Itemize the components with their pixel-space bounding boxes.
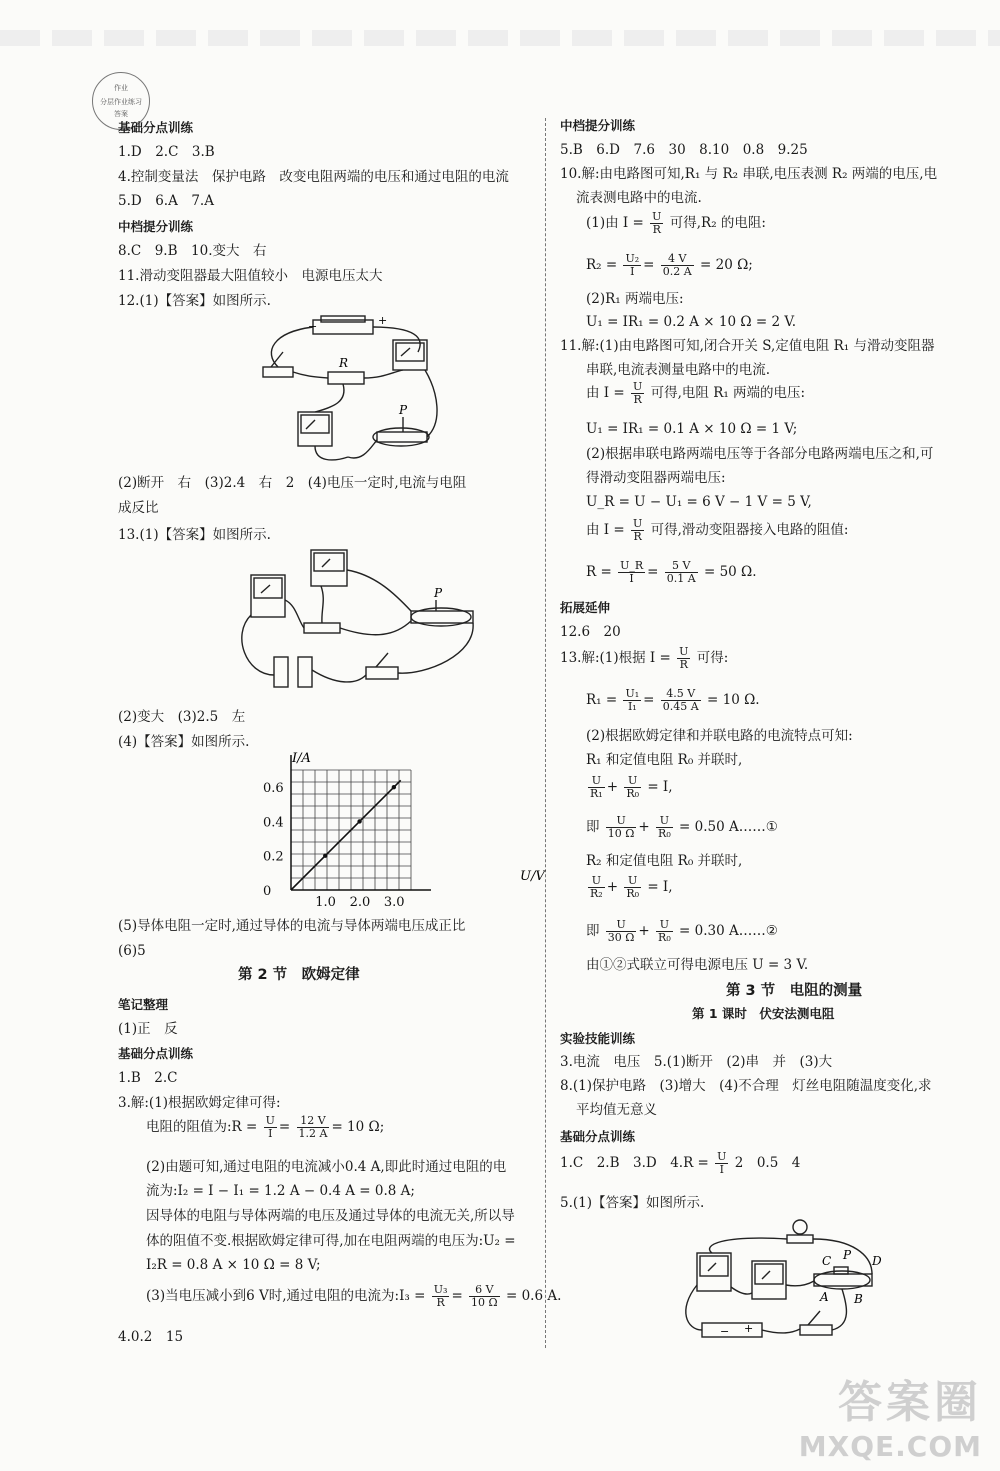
answer-line: 5.D 6.A 7.A: [118, 193, 214, 209]
answer-line: 体的阻值不变.根据欧姆定律可得,加在电阻两端的电压为:U₂ =: [146, 1233, 516, 1249]
answer-line: 1.D 2.C 3.B: [118, 144, 215, 160]
data-point: [357, 819, 361, 823]
answer-line: 4.0.2 15: [118, 1329, 184, 1345]
answer-line: (2)R₁ 两端电压:: [586, 291, 684, 307]
x-tick-label: 1.0: [315, 895, 336, 910]
fig-label: +: [744, 1322, 754, 1335]
answer-line: (2)根据串联电路两端电压等于各部分电路两端电压之和,可: [586, 446, 934, 462]
answer-line: 成反比: [118, 500, 159, 516]
fraction: $\frac{U}{R}$: [633, 517, 643, 543]
y-tick-label: 0.4: [263, 815, 284, 831]
answer-line: 12.6 20: [560, 624, 621, 640]
fig-label: P: [399, 403, 408, 417]
answer-line: 串联,电流表测量电路中的电流.: [586, 362, 771, 378]
heading-basic: 基础分点训练: [118, 1046, 194, 1061]
answer-line: (2)由题可知,通过电阻的电流减小0.4 A,即此时通过电阻的电: [146, 1159, 507, 1175]
lesson-title: 第 1 课时 伏安法测电阻: [692, 1006, 835, 1021]
answer-line: 12.(1)【答案】如图所示.: [118, 293, 271, 309]
data-point: [392, 785, 396, 789]
fig-label: A: [820, 1290, 829, 1304]
answer-line: 流为:I₂ = I − I₁ = 1.2 A − 0.4 A = 0.8 A;: [146, 1183, 415, 1199]
fraction: $\frac{U\_R}{I}$: [620, 559, 644, 585]
answer-line: 10.解:由电路图可知,R₁ 与 R₂ 串联,电压表测 R₂ 两端的电压,电: [560, 166, 938, 182]
fraction: $\frac{\text{U₂}}{I}$: [625, 252, 640, 278]
fraction: $\frac{U}{\text{R₀}}$: [658, 918, 671, 944]
fig-label: P: [843, 1248, 852, 1262]
watermark-logo: 答案圈 MXQE.COM: [798, 1377, 982, 1463]
formula-line: (1)由 I = $\frac{U}{R}$ 可得,R₂ 的电阻:: [586, 210, 766, 236]
answer-line: 得滑动变阻器两端电压:: [586, 470, 726, 486]
stamp-text: 分层作业练习: [100, 98, 142, 106]
fraction: $\frac{U}{10 \Omega}$: [607, 814, 635, 840]
y-tick-label: 0.2: [263, 849, 284, 865]
y-tick-label: 0: [263, 884, 272, 899]
formula-line: 即 $\frac{U}{30 \Omega}$ + $\frac{U}{\text{R₀}}$ = 0.30 A……②: [586, 918, 778, 944]
answer-line: 8.(1)保护电路 (3)增大 (4)不合理 灯丝电阻随温度变化,求: [560, 1078, 932, 1094]
circuit-diagram-3: [682, 1215, 922, 1350]
fraction: $\frac{4 V}{0.2 A}$: [662, 252, 692, 278]
formula-line: (3)当电压减小到6 V时,通过电阻的电流为:I₃ = $\frac{\text{U₃}}{R}$ = $\frac{6 V}{10 \Omega}$ = 0.6 A.: [146, 1283, 562, 1309]
formula-line: $\frac{U}{\text{R₁}}$ + $\frac{U}{\text{R₀}}$ = I,: [590, 774, 673, 800]
circuit-diagram-2: [226, 545, 556, 695]
iu-graph: [258, 752, 558, 912]
formula-line: 由 I = $\frac{U}{R}$ 可得,滑动变阻器接入电路的阻值:: [586, 517, 849, 543]
fraction: $\frac{U}{\text{R₁}}$: [590, 774, 603, 800]
fraction: $\frac{U}{\text{R₀}}$: [658, 814, 671, 840]
formula-line: 由 I = $\frac{U}{R}$ 可得,电阻 R₁ 两端的电压:: [586, 380, 806, 406]
answer-line: 5.B 6.D 7.6 30 8.10 0.8 9.25: [560, 142, 808, 158]
fig-label: +: [378, 314, 388, 327]
stamp-text: 答案: [114, 110, 128, 118]
answer-line: (2)变大 (3)2.5 左: [118, 709, 246, 725]
data-line: [291, 780, 401, 890]
formula-line: 1.C 2.B 3.D 4.R = $\frac{U}{I}$ 2 0.5 4: [560, 1150, 801, 1176]
fraction: $\frac{U}{I}$: [265, 1114, 275, 1140]
fraction: $\frac{\text{U₁}}{\text{I₁}}$: [625, 687, 640, 713]
fraction: $\frac{U}{R}$: [633, 380, 643, 406]
answer-line: 11.滑动变阻器最大阻值较小 电源电压太大: [118, 268, 383, 284]
answer-line: U₁ = IR₁ = 0.1 A × 10 Ω = 1 V;: [586, 421, 798, 437]
answer-line: 5.(1)【答案】如图所示.: [560, 1195, 705, 1211]
answer-line: 因导体的电阻与导体两端的电压及通过导体的电流无关,所以导: [146, 1208, 515, 1224]
fraction: $\frac{5 V}{0.1 A}$: [666, 559, 696, 585]
answer-line: 13.(1)【答案】如图所示.: [118, 527, 271, 543]
heading-basic: 基础分点训练: [118, 120, 194, 135]
answer-line: (2)断开 右 (3)2.4 右 2 (4)电压一定时,电流与电阻: [118, 475, 467, 491]
fig-label: B: [854, 1292, 863, 1306]
fig-label: C: [822, 1254, 832, 1268]
fraction: $\frac{6 V}{10 \Omega}$: [471, 1283, 498, 1309]
scan-header-noise: [0, 30, 1000, 46]
column-divider: [545, 118, 546, 1348]
answer-line: R₁ 和定值电阻 R₀ 并联时,: [586, 752, 743, 768]
fig-label: P: [434, 586, 443, 600]
formula-line: R₁ = $\frac{\text{U₁}}{\text{I₁}}$ = $\frac{4.5 V}{0.45 A}$ = 10 Ω.: [586, 687, 760, 713]
answer-line: (6)5: [118, 943, 146, 959]
formula-line: $\frac{U}{\text{R₂}}$ + $\frac{U}{\text{R₀}}$ = I,: [590, 874, 673, 900]
x-axis-label: U/V: [520, 869, 545, 884]
heading-ext: 拓展延伸: [560, 600, 611, 615]
x-tick-label: 3.0: [383, 895, 405, 910]
answer-line: 3.电流 电压 5.(1)断开 (2)串 并 (3)大: [560, 1054, 833, 1070]
answer-line: 1.B 2.C: [118, 1070, 178, 1086]
formula-line: 电阻的阻值为:R = $\frac{U}{I}$ = $\frac{12 V}{1.2 A}$ = 10 Ω;: [146, 1114, 385, 1140]
formula-line: 13.解:(1)根据 I = $\frac{U}{R}$ 可得:: [560, 645, 729, 671]
answer-line: 11.解:(1)由电路图可知,闭合开关 S,定值电阻 R₁ 与滑动变阻器: [560, 338, 935, 354]
answer-line: (5)导体电阻一定时,通过导体的电流与导体两端电压成正比: [118, 918, 466, 934]
section-title: 第 3 节 电阻的测量: [726, 983, 863, 999]
answer-line: 3.解:(1)根据欧姆定律可得:: [118, 1095, 281, 1111]
circuit-diagram-1: [253, 312, 453, 472]
fraction: $\frac{\text{U₃}}{R}$: [433, 1283, 448, 1309]
formula-line: R₂ = $\frac{\text{U₂}}{I}$ = $\frac{4 V}{0.2 A}$ = 20 Ω;: [586, 252, 753, 278]
formula-line: 即 $\frac{U}{10 \Omega}$ + $\frac{U}{\text{R₀}}$ = 0.50 A……①: [586, 814, 778, 840]
fraction: $\frac{4.5 V}{0.45 A}$: [662, 687, 699, 713]
answer-line: (2)根据欧姆定律和并联电路的电流特点可知:: [586, 728, 853, 744]
fraction: $\frac{U}{\text{R₂}}$: [590, 874, 603, 900]
fig-label: −: [720, 1325, 730, 1338]
fraction: $\frac{U}{\text{R₀}}$: [626, 774, 640, 800]
heading-basic: 基础分点训练: [560, 1129, 636, 1144]
heading-notes: 笔记整理: [118, 997, 169, 1012]
fraction: $\frac{U}{\text{R₀}}$: [626, 874, 640, 900]
fraction: $\frac{U}{30 \Omega}$: [607, 918, 635, 944]
fig-label: R: [339, 356, 349, 370]
answer-line: R₂ 和定值电阻 R₀ 并联时,: [586, 853, 743, 869]
fig-label: −: [308, 320, 318, 333]
y-tick-label: 0.6: [263, 781, 284, 797]
fraction: $\frac{12 V}{1.2 A}$: [298, 1114, 328, 1140]
y-axis-label: I/A: [292, 752, 311, 766]
fraction: $\frac{U}{R}$: [679, 645, 689, 671]
x-tick-label: 2.0: [349, 895, 371, 910]
data-point: [323, 854, 327, 858]
formula-line: R = $\frac{U\_R}{I}$ = $\frac{5 V}{0.1 A}$ = 50 Ω.: [586, 559, 757, 585]
answer-line: (4)【答案】如图所示.: [118, 734, 250, 750]
heading-mid: 中档提分训练: [560, 118, 636, 133]
heading-exp: 实验技能训练: [560, 1031, 636, 1046]
fig-label: D: [872, 1254, 882, 1268]
answer-line: 平均值无意义: [576, 1102, 657, 1118]
answer-line: 4.控制变量法 保护电路 改变电阻两端的电压和通过电阻的电流: [118, 169, 509, 185]
section-title: 第 2 节 欧姆定律: [238, 967, 360, 983]
answer-line: I₂R = 0.8 A × 10 Ω = 8 V;: [146, 1257, 321, 1273]
fraction: $\frac{U}{R}$: [652, 210, 662, 236]
answer-line: 流表测电路中的电流.: [576, 190, 702, 206]
answer-line: U_R = U − U₁ = 6 V − 1 V = 5 V,: [586, 494, 812, 510]
stamp-text: 作业: [114, 84, 128, 92]
answer-line: 8.C 9.B 10.变大 右: [118, 243, 267, 259]
answer-line: 由①②式联立可得电源电压 U = 3 V.: [586, 957, 809, 973]
heading-mid: 中档提分训练: [118, 219, 194, 234]
answer-line: U₁ = IR₁ = 0.2 A × 10 Ω = 2 V.: [586, 314, 797, 330]
fraction: $\frac{U}{I}$: [717, 1150, 727, 1176]
answer-line: (1)正 反: [118, 1021, 178, 1037]
